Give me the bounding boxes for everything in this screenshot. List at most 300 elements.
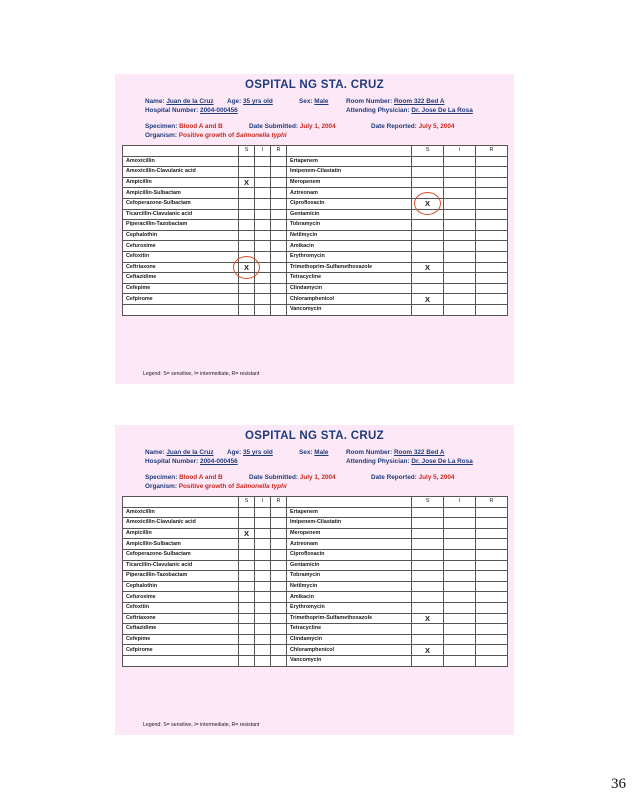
room-label: Room Number: xyxy=(346,98,393,105)
age-label: Age: xyxy=(227,98,242,105)
hospital-number-block xyxy=(145,458,238,465)
header-i-right: I xyxy=(444,497,476,508)
drug-name-left xyxy=(123,655,239,666)
result-r-right xyxy=(476,655,508,666)
result-r-left xyxy=(271,198,287,209)
result-i-left xyxy=(255,592,271,603)
hospital-number-block xyxy=(145,107,238,114)
table-row xyxy=(123,528,508,539)
result-s-right xyxy=(412,634,444,645)
age-block xyxy=(227,449,273,456)
result-r-left xyxy=(271,645,287,656)
result-r-left xyxy=(271,241,287,252)
drug-name-right: Imipenem-Cilastatin xyxy=(287,518,412,529)
result-r-right xyxy=(476,198,508,209)
sex-block xyxy=(299,449,329,456)
drug-name-left: Ceftazidime xyxy=(123,624,239,635)
result-i-right xyxy=(444,294,476,305)
result-r-right xyxy=(476,507,508,518)
table-row xyxy=(123,188,508,199)
table-row xyxy=(123,294,508,305)
table-row xyxy=(123,613,508,624)
result-i-left xyxy=(255,613,271,624)
date-reported-label: Date Reported: xyxy=(371,474,417,481)
result-s-left xyxy=(239,241,255,252)
organism-block xyxy=(145,483,287,490)
result-r-left xyxy=(271,613,287,624)
drug-name-left: Amoxicillin-Clavulanic acid xyxy=(123,518,239,529)
result-s-left xyxy=(239,571,255,582)
result-r-left xyxy=(271,602,287,613)
result-s-left: X xyxy=(239,528,255,539)
table-row xyxy=(123,304,508,315)
name-label: Name: xyxy=(145,449,165,456)
header-s-right: S xyxy=(412,146,444,157)
drug-name-left: Cephalothin xyxy=(123,581,239,592)
patient-name: Juan de la Cruz xyxy=(166,98,214,105)
header-r-right: R xyxy=(476,146,508,157)
drug-name-left: Piperacillin-Tazobactam xyxy=(123,220,239,231)
result-r-left xyxy=(271,209,287,220)
result-r-left xyxy=(271,528,287,539)
table-row xyxy=(123,220,508,231)
drug-name-right: Vancomycin xyxy=(287,655,412,666)
antibiotic-table xyxy=(122,145,508,316)
result-r-left xyxy=(271,655,287,666)
organism-label: Organism: xyxy=(145,132,177,139)
result-s-right xyxy=(412,241,444,252)
result-i-right xyxy=(444,283,476,294)
date-reported-label: Date Reported: xyxy=(371,123,417,130)
result-r-left xyxy=(271,549,287,560)
result-r-right xyxy=(476,645,508,656)
drug-name-left: Ceftriaxone xyxy=(123,613,239,624)
result-i-left xyxy=(255,624,271,635)
result-i-left xyxy=(255,283,271,294)
result-r-left xyxy=(271,518,287,529)
room-block xyxy=(346,449,444,456)
drug-name-left: Ticarcillin-Clavulanic acid xyxy=(123,209,239,220)
result-s-left xyxy=(239,167,255,178)
drug-name-left: Piperacillin-Tazobactam xyxy=(123,571,239,582)
age-label: Age: xyxy=(227,449,242,456)
result-s-right xyxy=(412,518,444,529)
drug-name-left: Cefepime xyxy=(123,283,239,294)
result-i-right xyxy=(444,209,476,220)
result-s-right xyxy=(412,283,444,294)
result-r-right xyxy=(476,592,508,603)
hospital-number-label: Hospital Number: xyxy=(145,107,199,114)
drug-name-right: Meropenem xyxy=(287,177,412,188)
result-r-left xyxy=(271,220,287,231)
result-r-left xyxy=(271,273,287,284)
date-reported-value: July 5, 2004 xyxy=(418,123,455,130)
table-row xyxy=(123,230,508,241)
patient-line-1 xyxy=(145,449,214,456)
result-r-left xyxy=(271,294,287,305)
highlight-circle xyxy=(233,256,260,279)
room-number: Room 322 Bed A xyxy=(393,449,445,456)
result-i-right xyxy=(444,198,476,209)
drug-name-left: Cefuroxime xyxy=(123,241,239,252)
result-i-right xyxy=(444,624,476,635)
patient-sex: Male xyxy=(314,449,329,456)
table-row xyxy=(123,539,508,550)
drug-name-right: Trimethoprim-Sulfamethoxazole xyxy=(287,262,412,273)
drug-name-left: Cefoxitin xyxy=(123,602,239,613)
result-i-left xyxy=(255,156,271,167)
drug-name-right: Netilmycin xyxy=(287,581,412,592)
drug-name-left: Ampicillin-Sulbactam xyxy=(123,539,239,550)
result-s-left xyxy=(239,518,255,529)
date-submitted-value: July 1, 2004 xyxy=(299,123,336,130)
result-s-right: X xyxy=(412,262,444,273)
result-s-left xyxy=(239,560,255,571)
report-slide xyxy=(115,425,514,735)
drug-name-left: Cefpirome xyxy=(123,645,239,656)
table-body xyxy=(123,156,508,315)
result-r-right xyxy=(476,613,508,624)
result-r-left xyxy=(271,634,287,645)
drug-name-left: Cefepime xyxy=(123,634,239,645)
result-i-left xyxy=(255,167,271,178)
result-r-right xyxy=(476,177,508,188)
table-row xyxy=(123,549,508,560)
drug-name-right: Aztreonam xyxy=(287,188,412,199)
drug-name-right: Ertapenem xyxy=(287,156,412,167)
drug-name-right: Gentamicin xyxy=(287,209,412,220)
table-row xyxy=(123,251,508,262)
physician-label: Attending Physician: xyxy=(346,458,410,465)
result-i-right xyxy=(444,581,476,592)
result-i-left xyxy=(255,581,271,592)
hospital-number: 2004-000456 xyxy=(200,107,238,114)
page-number: 36 xyxy=(611,776,626,792)
header-drug-right xyxy=(287,146,412,157)
result-s-left xyxy=(239,602,255,613)
result-s-right: X xyxy=(412,613,444,624)
header-s-right: S xyxy=(412,497,444,508)
drug-name-left: Ceftazidime xyxy=(123,273,239,284)
date-submitted-block xyxy=(249,123,336,130)
drug-name-right: Meropenem xyxy=(287,528,412,539)
result-r-right xyxy=(476,581,508,592)
result-r-left xyxy=(271,283,287,294)
result-r-left xyxy=(271,177,287,188)
drug-name-left: Cephalothin xyxy=(123,230,239,241)
result-s-right xyxy=(412,655,444,666)
result-r-left xyxy=(271,624,287,635)
result-r-right xyxy=(476,273,508,284)
result-r-left xyxy=(271,592,287,603)
drug-name-left: Amoxicillin xyxy=(123,156,239,167)
result-i-left xyxy=(255,507,271,518)
result-i-left xyxy=(255,220,271,231)
result-r-right xyxy=(476,518,508,529)
specimen-value: Blood A and B xyxy=(179,123,223,130)
result-i-right xyxy=(444,220,476,231)
drug-name-right: Ertapenem xyxy=(287,507,412,518)
result-i-right xyxy=(444,241,476,252)
table-row xyxy=(123,507,508,518)
result-s-left xyxy=(239,294,255,305)
result-s-left xyxy=(239,188,255,199)
header-r-left: R xyxy=(271,497,287,508)
result-s-right xyxy=(412,560,444,571)
result-i-left xyxy=(255,188,271,199)
physician-name: Dr. Jose De La Rosa xyxy=(411,458,473,465)
result-r-right xyxy=(476,602,508,613)
drug-name-left: Cefoxitin xyxy=(123,251,239,262)
date-reported-value: July 5, 2004 xyxy=(418,474,455,481)
result-s-left xyxy=(239,539,255,550)
result-s-left xyxy=(239,592,255,603)
result-i-left xyxy=(255,634,271,645)
table-row xyxy=(123,177,508,188)
result-r-right xyxy=(476,294,508,305)
result-i-left xyxy=(255,304,271,315)
drug-name-right: Erythromycin xyxy=(287,251,412,262)
result-r-left xyxy=(271,262,287,273)
result-r-right xyxy=(476,634,508,645)
legend: Legend: S= sensitive, I= intermediate, R= resistant xyxy=(143,722,260,728)
result-i-right xyxy=(444,592,476,603)
result-r-left xyxy=(271,539,287,550)
legend: Legend: S= sensitive, I= intermediate, R= resistant xyxy=(143,371,260,377)
result-r-right xyxy=(476,539,508,550)
result-r-right xyxy=(476,304,508,315)
result-s-left: X xyxy=(239,177,255,188)
result-i-left xyxy=(255,645,271,656)
organism-name: Salmonella typhi xyxy=(235,483,287,490)
result-s-right xyxy=(412,571,444,582)
age-block xyxy=(227,98,273,105)
drug-name-right: Chloramphenicol xyxy=(287,294,412,305)
header-drug-left xyxy=(123,146,239,157)
result-r-left xyxy=(271,581,287,592)
drug-name-left: Amoxicillin-Clavulanic acid xyxy=(123,167,239,178)
table-header-row xyxy=(123,497,508,508)
result-r-left xyxy=(271,560,287,571)
sex-label: Sex: xyxy=(299,98,313,105)
result-s-left xyxy=(239,304,255,315)
table-row xyxy=(123,262,508,273)
drug-name-right: Imipenem-Cilastatin xyxy=(287,167,412,178)
result-i-right xyxy=(444,528,476,539)
result-s-right xyxy=(412,539,444,550)
result-r-left xyxy=(271,188,287,199)
header-drug-left xyxy=(123,497,239,508)
patient-sex: Male xyxy=(314,98,329,105)
header-r-left: R xyxy=(271,146,287,157)
drug-name-right: Clindamycin xyxy=(287,634,412,645)
result-s-right xyxy=(412,581,444,592)
result-s-left xyxy=(239,655,255,666)
table-row xyxy=(123,655,508,666)
result-r-left xyxy=(271,251,287,262)
result-s-left xyxy=(239,283,255,294)
physician-block xyxy=(346,107,473,114)
drug-name-left: Ampicillin xyxy=(123,528,239,539)
result-s-right xyxy=(412,624,444,635)
result-s-left xyxy=(239,634,255,645)
table-body xyxy=(123,507,508,666)
result-s-right xyxy=(412,230,444,241)
result-r-right xyxy=(476,262,508,273)
table-header-row xyxy=(123,146,508,157)
result-i-left xyxy=(255,198,271,209)
result-i-left xyxy=(255,294,271,305)
table-row xyxy=(123,518,508,529)
organism-label: Organism: xyxy=(145,483,177,490)
table-row xyxy=(123,602,508,613)
result-s-left xyxy=(239,613,255,624)
result-i-right xyxy=(444,518,476,529)
date-submitted-label: Date Submitted: xyxy=(249,474,298,481)
result-s-right xyxy=(412,549,444,560)
hospital-number: 2004-000456 xyxy=(200,458,238,465)
drug-name-right: Trimethoprim-Sulfamethoxazole xyxy=(287,613,412,624)
antibiotic-table xyxy=(122,496,508,667)
table-row xyxy=(123,209,508,220)
specimen-value: Blood A and B xyxy=(179,474,223,481)
header-s-left: S xyxy=(239,497,255,508)
result-s-left xyxy=(239,507,255,518)
result-r-right xyxy=(476,560,508,571)
result-r-right xyxy=(476,156,508,167)
result-r-right xyxy=(476,549,508,560)
result-i-left xyxy=(255,539,271,550)
result-s-right xyxy=(412,304,444,315)
drug-name-right: Aztreonam xyxy=(287,539,412,550)
result-i-right xyxy=(444,156,476,167)
date-reported-block xyxy=(371,123,454,130)
hospital-title: OSPITAL NG STA. CRUZ xyxy=(245,430,384,442)
result-i-left xyxy=(255,230,271,241)
table-row xyxy=(123,592,508,603)
result-i-right xyxy=(444,539,476,550)
result-i-right xyxy=(444,188,476,199)
result-i-right xyxy=(444,262,476,273)
result-s-right xyxy=(412,528,444,539)
result-i-left xyxy=(255,655,271,666)
physician-block xyxy=(346,458,473,465)
date-submitted-value: July 1, 2004 xyxy=(299,474,336,481)
result-i-right xyxy=(444,602,476,613)
result-i-right xyxy=(444,549,476,560)
result-i-right xyxy=(444,304,476,315)
patient-age: 35 yrs old xyxy=(242,449,273,456)
physician-label: Attending Physician: xyxy=(346,107,410,114)
result-r-left xyxy=(271,304,287,315)
result-i-right xyxy=(444,655,476,666)
hospital-title: OSPITAL NG STA. CRUZ xyxy=(245,79,384,91)
physician-name: Dr. Jose De La Rosa xyxy=(411,107,473,114)
sex-label: Sex: xyxy=(299,449,313,456)
drug-name-right: Tobramycin xyxy=(287,220,412,231)
result-r-right xyxy=(476,188,508,199)
drug-name-right: Tetracycline xyxy=(287,624,412,635)
drug-name-left: Ceftriaxone xyxy=(123,262,239,273)
result-i-left xyxy=(255,241,271,252)
result-i-right xyxy=(444,634,476,645)
drug-name-right: Ciprofloxacin xyxy=(287,549,412,560)
date-reported-block xyxy=(371,474,454,481)
result-s-left xyxy=(239,230,255,241)
result-s-right xyxy=(412,273,444,284)
drug-name-right: Chloramphenicol xyxy=(287,645,412,656)
drug-name-left: Amoxicillin xyxy=(123,507,239,518)
drug-name-left: Ampicillin xyxy=(123,177,239,188)
report-slide xyxy=(115,74,514,384)
result-i-right xyxy=(444,251,476,262)
table-row xyxy=(123,156,508,167)
drug-name-right: Tetracycline xyxy=(287,273,412,284)
result-i-right xyxy=(444,177,476,188)
result-r-right xyxy=(476,571,508,582)
drug-name-left: Cefuroxime xyxy=(123,592,239,603)
table-row xyxy=(123,645,508,656)
result-r-right xyxy=(476,209,508,220)
result-r-left xyxy=(271,571,287,582)
drug-name-right: Vancomycin xyxy=(287,304,412,315)
patient-name: Juan de la Cruz xyxy=(166,449,214,456)
result-s-left xyxy=(239,198,255,209)
result-i-left xyxy=(255,528,271,539)
table-row xyxy=(123,198,508,209)
date-submitted-label: Date Submitted: xyxy=(249,123,298,130)
drug-name-left: Cefoperazone-Sulbactam xyxy=(123,549,239,560)
result-r-right xyxy=(476,624,508,635)
drug-name-right: Gentamicin xyxy=(287,560,412,571)
result-s-left xyxy=(239,549,255,560)
sex-block xyxy=(299,98,329,105)
patient-age: 35 yrs old xyxy=(242,98,273,105)
result-i-left xyxy=(255,177,271,188)
drug-name-right: Amikacin xyxy=(287,241,412,252)
header-i-left: I xyxy=(255,146,271,157)
result-s-left xyxy=(239,645,255,656)
result-s-left xyxy=(239,581,255,592)
table-row xyxy=(123,624,508,635)
result-s-left xyxy=(239,156,255,167)
result-i-left xyxy=(255,560,271,571)
drug-name-left: Ampicillin-Sulbactam xyxy=(123,188,239,199)
drug-name-right: Erythromycin xyxy=(287,602,412,613)
result-s-left xyxy=(239,220,255,231)
table-row xyxy=(123,634,508,645)
specimen-block xyxy=(145,474,223,481)
result-i-right xyxy=(444,571,476,582)
result-s-right: X xyxy=(412,294,444,305)
result-s-left xyxy=(239,209,255,220)
table-row xyxy=(123,273,508,284)
drug-name-right: Amikacin xyxy=(287,592,412,603)
room-block xyxy=(346,98,444,105)
result-r-right xyxy=(476,241,508,252)
result-s-right xyxy=(412,156,444,167)
patient-line-1 xyxy=(145,98,214,105)
header-s-left: S xyxy=(239,146,255,157)
hospital-number-label: Hospital Number: xyxy=(145,458,199,465)
result-r-right xyxy=(476,528,508,539)
result-i-right xyxy=(444,560,476,571)
result-r-left xyxy=(271,230,287,241)
organism-value: Positive growth of xyxy=(178,483,235,490)
drug-name-left: Cefoperazone-Sulbactam xyxy=(123,198,239,209)
result-r-right xyxy=(476,167,508,178)
header-i-left: I xyxy=(255,497,271,508)
